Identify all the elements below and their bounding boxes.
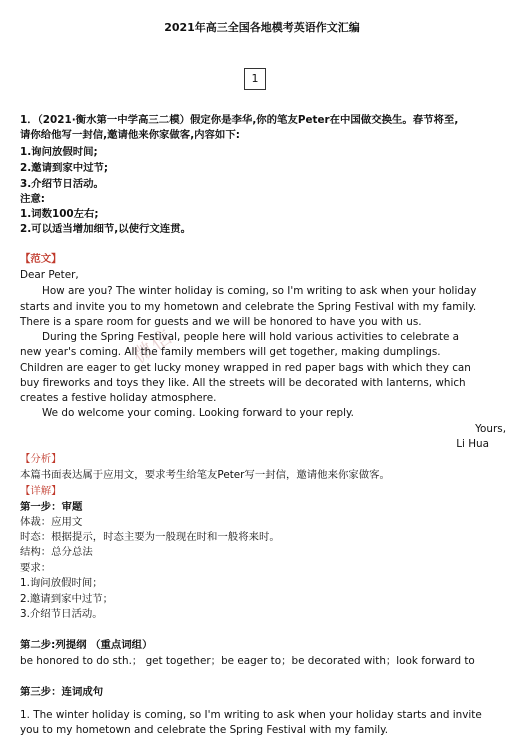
sample-line: creates a festive holiday atmosphere. bbox=[20, 392, 217, 404]
requirement-item: 1.询问放假时间； bbox=[20, 577, 103, 589]
analysis-label: 【分析】 bbox=[20, 453, 62, 465]
sample-line: new year's coming. All the family members will get together, making dumplings. bbox=[20, 346, 441, 358]
sample-line: There is a spare room for guests and we will be honored to have you with us. bbox=[20, 316, 422, 328]
sample-line: We do welcome your coming. Looking forward to your reply. bbox=[42, 407, 354, 419]
detail-label: 【详解】 bbox=[20, 485, 62, 497]
question-item: 2.邀请到家中过节; bbox=[20, 162, 109, 174]
requirement-item: 3.介绍节日活动。 bbox=[20, 608, 103, 620]
sample-line: starts and invite you to my hometown and celebrate the Spring Festival with my family. bbox=[20, 301, 477, 313]
analysis-text: 本篇书面表达属于应用文，要求考生给笔友Peter写一封信，邀请他来你家做客。 bbox=[20, 469, 390, 481]
requirements-label: 要求： bbox=[20, 562, 52, 574]
question-item: 3.介绍节日活动。 bbox=[20, 178, 104, 190]
page-number-box: 1 bbox=[244, 68, 266, 90]
note-item: 1.词数100左右; bbox=[20, 208, 99, 220]
step-1-heading: 第一步：审题 bbox=[20, 501, 83, 513]
note-label: 注意: bbox=[20, 193, 45, 205]
question-line-1: 1．（2021·衡水第一中学高三二模）假定你是李华,你的笔友Peter在中国做交换生。春节将至, bbox=[20, 114, 459, 126]
sample-label: 【范文】 bbox=[20, 253, 62, 265]
closing: Yours, bbox=[475, 423, 506, 435]
requirement-item: 2.邀请到家中过节； bbox=[20, 593, 114, 605]
question-line-2: 请你给他写一封信,邀请他来你家做客,内容如下: bbox=[20, 129, 240, 141]
sentence-line: 1. The winter holiday is coming, so I'm writing to ask when your holiday starts and invite bbox=[20, 709, 482, 721]
tense: 时态：根据提示，时态主要为一般现在时和一般将来时。 bbox=[20, 531, 280, 543]
salutation: Dear Peter, bbox=[20, 269, 79, 281]
note-item: 2.可以适当增加细节,以使行文连贯。 bbox=[20, 223, 191, 235]
watermark: 微信 bbox=[127, 323, 178, 369]
genre: 体裁：应用文 bbox=[20, 516, 83, 528]
step-3-heading: 第三步：连词成句 bbox=[20, 686, 104, 698]
document-title: 2021年高三全国各地模考英语作文汇编 bbox=[164, 21, 360, 34]
sample-line: During the Spring Festival, people here will hold various activities to celebrate a bbox=[42, 331, 460, 343]
question-item: 1.询问放假时间; bbox=[20, 146, 98, 158]
phrases: be honored to do sth.； get together；be eager to；be decorated with；look forward to bbox=[20, 655, 475, 667]
sentence-line: you to my hometown and celebrate the Spring Festival with my family. bbox=[20, 724, 389, 736]
structure: 结构：总分总法 bbox=[20, 546, 93, 558]
sample-line: Children are eager to get lucky money wrapped in red paper bags with which they can bbox=[20, 362, 471, 374]
sample-line: buy fireworks and toys they like. All the streets will be decorated with lanterns, which bbox=[20, 377, 466, 389]
sample-line: How are you? The winter holiday is coming, so I'm writing to ask when your holiday bbox=[42, 285, 477, 297]
step-2-heading: 第二步:列提纲 （重点词组） bbox=[20, 639, 153, 651]
signature: Li Hua bbox=[456, 438, 489, 450]
